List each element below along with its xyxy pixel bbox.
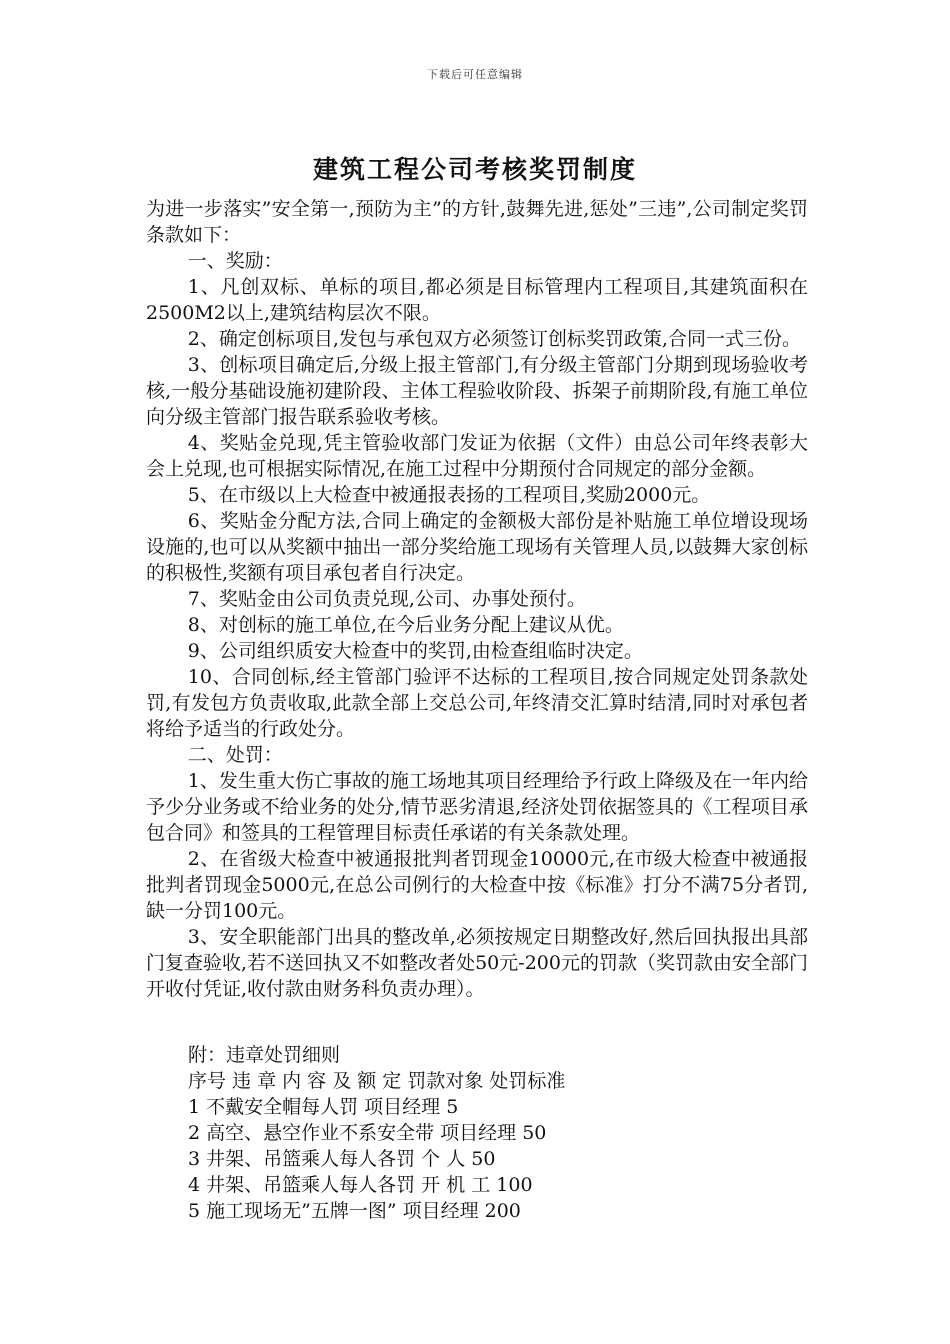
appendix-table-row: 1 不戴安全帽每人罚 项目经理 5 (188, 1096, 459, 1118)
appendix-title: 附：违章处罚细则 (188, 1044, 341, 1066)
appendix-table-header: 序号 违 章 内 容 及 额 定 罚款对象 处罚标准 (188, 1070, 566, 1092)
reward-item: 3、创标项目确定后,分级上报主管部门,有分级主管部门分期到现场验收考核,一般分基础设施初建阶段、主体工程验收阶段、拆架子前期阶段,有施工单位向分级主管部门报告联系验收考核。 (146, 354, 808, 428)
header-note: 下载后可任意编辑 (427, 68, 523, 81)
section-heading-penalty: 二、处罚： (187, 744, 283, 766)
reward-item: 6、奖贴金分配方法,合同上确定的金额极大部份是补贴施工单位增设现场设施的,也可以从奖额中抽出一部分奖给施工现场有关管理人员,以鼓舞大家创标的积极性,奖额有项目承包者自行决定。 (146, 510, 808, 584)
document-title: 建筑工程公司考核奖罚制度 (312, 155, 637, 184)
penalty-item: 2、在省级大检查中被通报批判者罚现金10000元,在市级大检查中被通报批判者罚现金5000元,在总公司例行的大检查中按《标准》打分不满75分者罚,缺一分罚100元。 (146, 848, 808, 922)
appendix-table-row: 4 井架、吊篮乘人每人各罚 开 机 工 100 (188, 1174, 533, 1196)
appendix-table-row: 2 高空、悬空作业不系安全带 项目经理 50 (188, 1122, 547, 1144)
penalty-item: 1、发生重大伤亡事故的施工场地其项目经理给予行政上降级及在一年内给予少分业务或不给业务的处分,情节恶劣清退,经济处罚依据签具的《工程项目承包合同》和签具的工程管理目标责任承诺的有关条款处理。 (146, 770, 808, 844)
reward-item: 7、奖贴金由公司负责兑现,公司、办事处预付。 (187, 588, 586, 610)
appendix-section (146, 1042, 808, 1224)
intro-paragraph: 为进一步落实”安全第一,预防为主”的方针,鼓舞先进,惩处”三违”,公司制定奖罚条款如下： (146, 198, 808, 246)
reward-item: 4、奖贴金兑现,凭主管验收部门发证为依据（文件）由总公司年终表彰大会上兑现,也可根据实际情况,在施工过程中分期预付合同规定的部分金额。 (146, 432, 808, 480)
reward-item: 2、确定创标项目,发包与承包双方必须签订创标奖罚政策,合同一式三份。 (187, 328, 801, 350)
reward-item: 9、公司组织质安大检查中的奖罚,由检查组临时决定。 (187, 640, 643, 662)
document-body (146, 196, 808, 1002)
reward-item: 1、凡创双标、单标的项目,都必须是目标管理内工程项目,其建筑面积在2500M2以上,建筑结构层次不限。 (146, 276, 808, 324)
section-heading-reward: 一、奖励： (187, 250, 283, 272)
reward-item: 5、在市级以上大检查中被通报表扬的工程项目,奖励2000元。 (187, 484, 711, 506)
appendix-table-row: 3 井架、吊篮乘人每人各罚 个 人 50 (188, 1148, 496, 1170)
reward-item: 10、合同创标,经主管部门验评不达标的工程项目,按合同规定处罚条款处罚,有发包方负责收取,此款全部上交总公司,年终清交汇算时结清,同时对承包者将给予适当的行政处分。 (146, 666, 808, 740)
appendix-table-row: 5 施工现场无”五牌一图” 项目经理 200 (188, 1200, 521, 1222)
penalty-item: 3、安全职能部门出具的整改单,必须按规定日期整改好,然后回执报出具部门复查验收,若不送回执又不如整改者处50元-200元的罚款（奖罚款由安全部门开收付凭证,收付款由财务科负责办理）。 (146, 926, 808, 1000)
reward-item: 8、对创标的施工单位,在今后业务分配上建议从优。 (187, 614, 624, 636)
